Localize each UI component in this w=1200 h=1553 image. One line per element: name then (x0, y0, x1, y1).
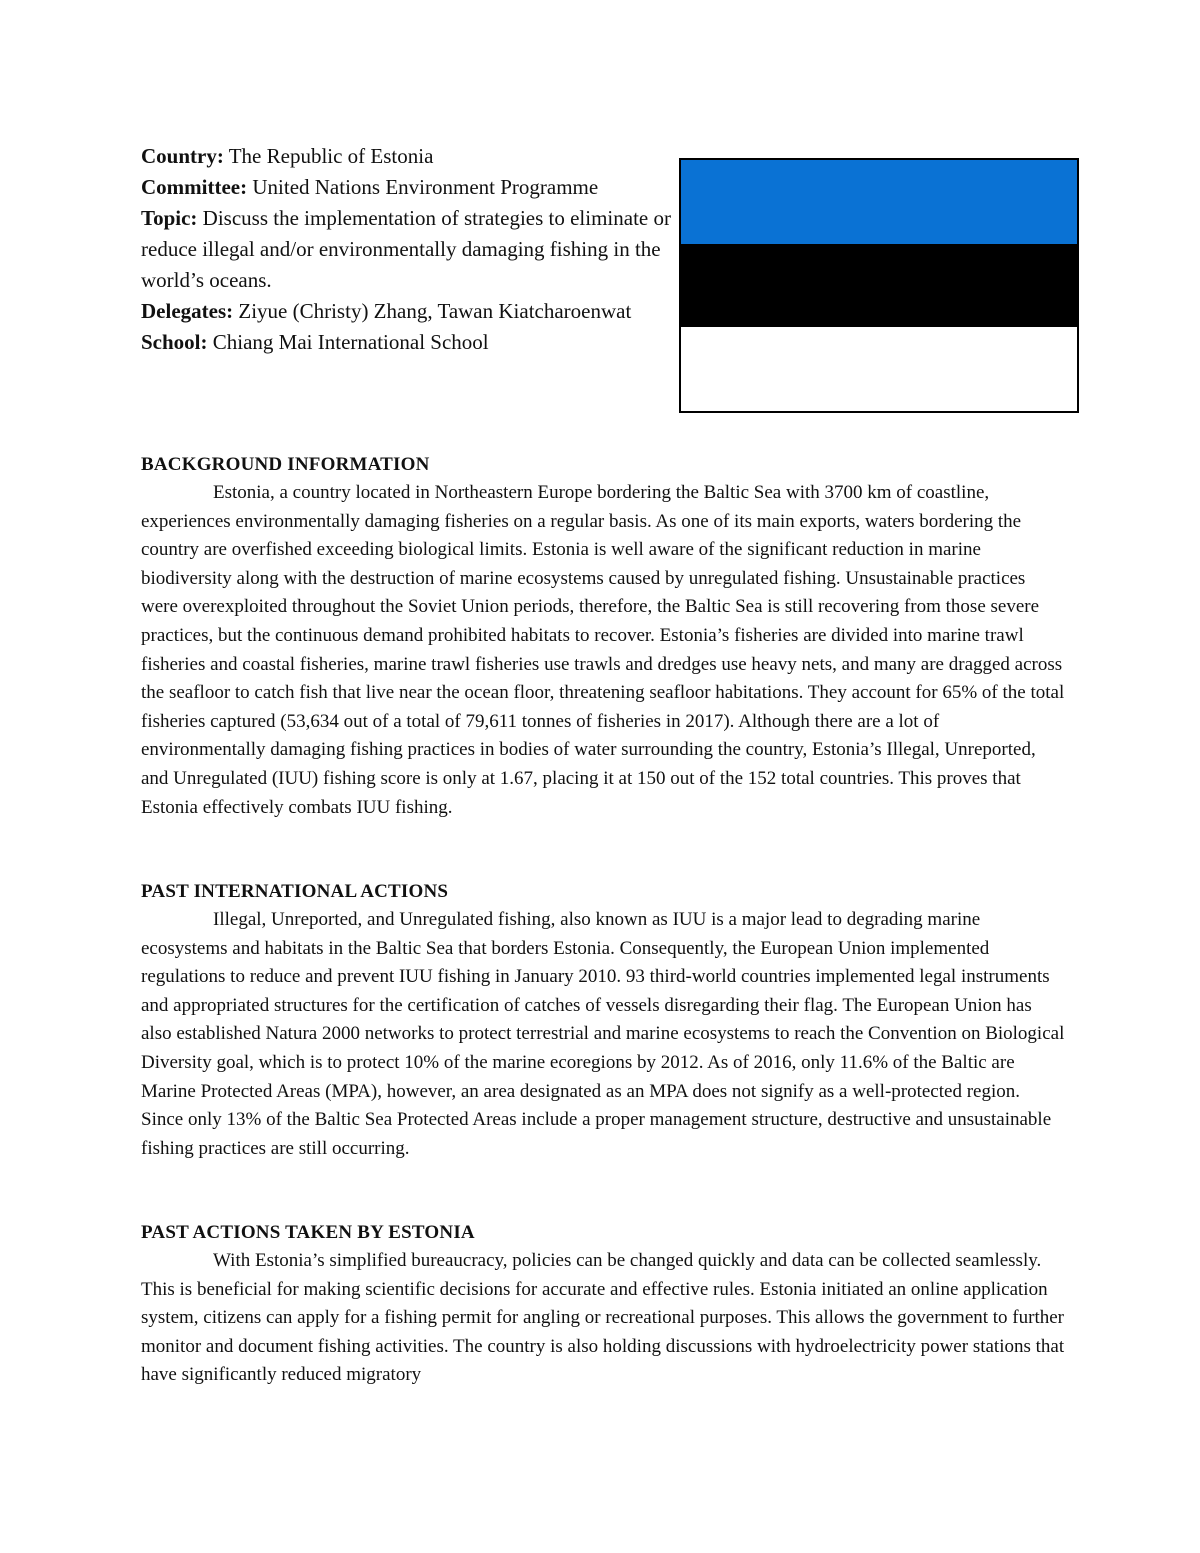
section-heading: PAST ACTIONS TAKEN BY ESTONIA (141, 1222, 475, 1243)
past-international-actions-section (141, 878, 1066, 1163)
topic-label: Topic: (141, 206, 198, 230)
header-block (141, 141, 671, 358)
estonia-flag-image (679, 158, 1079, 413)
section-paragraph: Estonia, a country located in Northeastern Europe bordering the Baltic Sea with 3700 km of coastline, experiences environmentally damaging fisheries on a regular basis. As one of its main exports, waters bordering the country are overfished exceeding biological limits. Estonia is well aware of the significant reduction in marine biodiversity along with the destruction of marine ecosystems caused by unregulated fishing. Unsustainable practices were overexploited throughout the Soviet Union periods, therefore, the Baltic Sea is still recovering from those severe practices, but the continuous demand prohibited habitats to recover. Estonia’s fisheries are divided into marine trawl fisheries and coastal fisheries, marine trawl fisheries use trawls and dredges use heavy nets, and many are dragged across the seafloor to catch fish that live near the ocean floor, threatening seafloor habitations. They account for 65% of the total fisheries captured (53,634 out of a total of 79,611 tonnes of fisheries in 2017). Although there are a lot of environmentally damaging fishing practices in bodies of water surrounding the country, Estonia’s Illegal, Unreported, and Unregulated (IUU) fishing score is only at 1.67, placing it at 150 out of the 152 total countries. This proves that Estonia effectively combats IUU fishing. (141, 482, 1065, 818)
flag-stripe-white (681, 327, 1077, 411)
country-line (141, 141, 671, 172)
school-line (141, 327, 671, 358)
section-paragraph: Illegal, Unreported, and Unregulated fishing, also known as IUU is a major lead to degrading marine ecosystems and habitats in the Baltic Sea that borders Estonia. Consequently, the European Union implemented regulations to reduce and prevent IUU fishing in January 2010. 93 third-world countries implemented legal instruments and appropriated structures for the certification of catches of vessels disregarding their flag. The European Union has also established Natura 2000 networks to protect terrestrial and marine ecosystems to reach the Convention on Biological Diversity goal, which is to protect 10% of the marine ecoregions by 2012. As of 2016, only 11.6% of the Baltic are Marine Protected Areas (MPA), however, an area designated as an MPA does not signify as a well-protected region. Since only 13% of the Baltic Sea Protected Areas include a proper management structure, destructive and unsustainable fishing practices are still occurring. (141, 909, 1065, 1159)
delegates-value: Ziyue (Christy) Zhang, Tawan Kiatcharoenwat (233, 299, 632, 323)
section-paragraph: With Estonia’s simplified bureaucracy, policies can be changed quickly and data can be collected seamlessly. This is beneficial for making scientific decisions for accurate and effective rules. Estonia initiated an online application system, citizens can apply for a fishing permit for angling or recreational purposes. This allows the government to further monitor and document fishing activities. The country is also holding discussions with hydroelectricity power stations that have significantly reduced migratory (141, 1250, 1065, 1386)
topic-value: Discuss the implementation of strategies to eliminate or reduce illegal and/or environmentally damaging fishing in the world’s oceans. (141, 206, 671, 292)
school-label: School: (141, 330, 208, 354)
delegates-line (141, 296, 671, 327)
background-information-section (141, 451, 1066, 822)
flag-stripe-blue (681, 160, 1077, 244)
committee-label: Committee: (141, 175, 248, 199)
section-heading: BACKGROUND INFORMATION (141, 454, 430, 475)
topic-line (141, 203, 671, 296)
section-heading: PAST INTERNATIONAL ACTIONS (141, 881, 449, 902)
committee-value: United Nations Environment Programme (247, 175, 599, 199)
delegates-label: Delegates: (141, 299, 234, 323)
past-actions-estonia-section (141, 1219, 1066, 1390)
flag-stripe-black (681, 244, 1077, 328)
committee-line (141, 172, 671, 203)
country-value: The Republic of Estonia (223, 144, 434, 168)
school-value: Chiang Mai International School (207, 330, 489, 354)
country-label: Country: (141, 144, 224, 168)
